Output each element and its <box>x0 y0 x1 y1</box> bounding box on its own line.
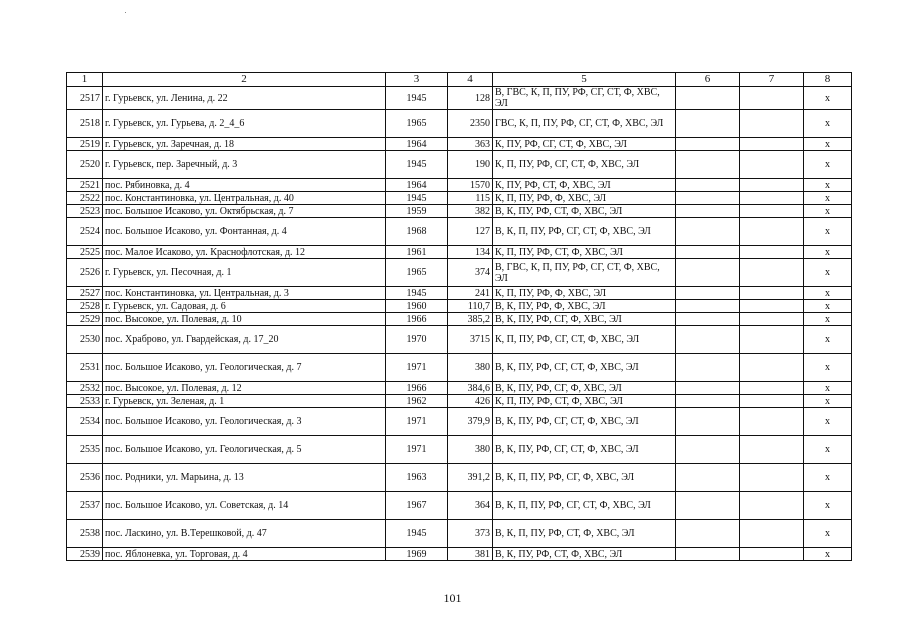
row-number-cell: 2519 <box>67 138 103 151</box>
row-number-cell: 2537 <box>67 492 103 520</box>
systems-cell: В, К, П, ПУ, РФ, СГ, Ф, ХВС, ЭЛ <box>493 464 676 492</box>
systems-cell: К, П, ПУ, РФ, СТ, Ф, ХВС, ЭЛ <box>493 246 676 259</box>
area-cell: 385,2 <box>448 313 493 326</box>
column-7-cell <box>740 492 804 520</box>
year-cell: 1963 <box>386 464 448 492</box>
systems-cell: В, ГВС, К, П, ПУ, РФ, СГ, СТ, Ф, ХВС, ЭЛ <box>493 259 676 287</box>
systems-cell: В, К, ПУ, РФ, СТ, Ф, ХВС, ЭЛ <box>493 205 676 218</box>
column-7-cell <box>740 548 804 561</box>
row-number-cell: 2522 <box>67 192 103 205</box>
table-row <box>67 138 852 151</box>
row-number-cell: 2518 <box>67 110 103 138</box>
area-cell: 391,2 <box>448 464 493 492</box>
systems-cell: В, К, ПУ, РФ, СГ, СТ, Ф, ХВС, ЭЛ <box>493 354 676 382</box>
column-7-cell <box>740 326 804 354</box>
area-cell: 380 <box>448 436 493 464</box>
column-7-cell <box>740 464 804 492</box>
table-row <box>67 192 852 205</box>
year-cell: 1966 <box>386 313 448 326</box>
table-row <box>67 151 852 179</box>
column-7-cell <box>740 300 804 313</box>
address-cell: пос. Большое Исаково, ул. Октябрьская, д. 7 <box>103 205 386 218</box>
row-number-cell: 2528 <box>67 300 103 313</box>
year-cell: 1964 <box>386 138 448 151</box>
column-6-cell <box>676 151 740 179</box>
column-6-cell <box>676 548 740 561</box>
column-header: 4 <box>448 73 493 87</box>
address-cell: пос. Большое Исаково, ул. Геологическая, д. 5 <box>103 436 386 464</box>
systems-cell: В, К, ПУ, РФ, СТ, Ф, ХВС, ЭЛ <box>493 548 676 561</box>
row-number-cell: 2526 <box>67 259 103 287</box>
area-cell: 426 <box>448 395 493 408</box>
column-6-cell <box>676 287 740 300</box>
table-row <box>67 218 852 246</box>
column-6-cell <box>676 492 740 520</box>
table-row <box>67 287 852 300</box>
column-6-cell <box>676 395 740 408</box>
row-number-cell: 2539 <box>67 548 103 561</box>
row-number-cell: 2524 <box>67 218 103 246</box>
column-6-cell <box>676 326 740 354</box>
systems-cell: ГВС, К, П, ПУ, РФ, СГ, СТ, Ф, ХВС, ЭЛ <box>493 110 676 138</box>
year-cell: 1971 <box>386 408 448 436</box>
area-cell: 379,9 <box>448 408 493 436</box>
address-cell: пос. Родники, ул. Марьина, д. 13 <box>103 464 386 492</box>
column-6-cell <box>676 110 740 138</box>
mark-cell: x <box>804 138 852 151</box>
row-number-cell: 2533 <box>67 395 103 408</box>
year-cell: 1968 <box>386 218 448 246</box>
table-row <box>67 205 852 218</box>
area-cell: 110,7 <box>448 300 493 313</box>
year-cell: 1961 <box>386 246 448 259</box>
year-cell: 1945 <box>386 520 448 548</box>
mark-cell: x <box>804 464 852 492</box>
area-cell: 241 <box>448 287 493 300</box>
column-6-cell <box>676 87 740 110</box>
mark-cell: x <box>804 520 852 548</box>
year-cell: 1960 <box>386 300 448 313</box>
year-cell: 1945 <box>386 287 448 300</box>
column-header: 7 <box>740 73 804 87</box>
column-6-cell <box>676 179 740 192</box>
column-6-cell <box>676 246 740 259</box>
table-row <box>67 354 852 382</box>
column-header: 1 <box>67 73 103 87</box>
row-number-cell: 2527 <box>67 287 103 300</box>
mark-cell: x <box>804 354 852 382</box>
column-header: 5 <box>493 73 676 87</box>
address-cell: пос. Храброво, ул. Гвардейская, д. 17_20 <box>103 326 386 354</box>
column-7-cell <box>740 179 804 192</box>
column-6-cell <box>676 464 740 492</box>
systems-cell: В, ГВС, К, П, ПУ, РФ, СГ, СТ, Ф, ХВС, ЭЛ <box>493 87 676 110</box>
mark-cell: x <box>804 110 852 138</box>
column-6-cell <box>676 259 740 287</box>
mark-cell: x <box>804 246 852 259</box>
address-cell: пос. Константиновка, ул. Центральная, д. 3 <box>103 287 386 300</box>
mark-cell: x <box>804 218 852 246</box>
column-6-cell <box>676 436 740 464</box>
systems-cell: К, П, ПУ, РФ, Ф, ХВС, ЭЛ <box>493 192 676 205</box>
table-row <box>67 87 852 110</box>
address-cell: пос. Большое Исаково, ул. Фонтанная, д. 4 <box>103 218 386 246</box>
area-cell: 381 <box>448 548 493 561</box>
column-7-cell <box>740 110 804 138</box>
area-cell: 1570 <box>448 179 493 192</box>
year-cell: 1966 <box>386 382 448 395</box>
mark-cell: x <box>804 179 852 192</box>
table-row <box>67 436 852 464</box>
column-7-cell <box>740 87 804 110</box>
table-row <box>67 395 852 408</box>
column-header: 6 <box>676 73 740 87</box>
table-row <box>67 520 852 548</box>
area-cell: 380 <box>448 354 493 382</box>
year-cell: 1967 <box>386 492 448 520</box>
address-cell: г. Гурьевск, ул. Гурьева, д. 2_4_6 <box>103 110 386 138</box>
column-7-cell <box>740 151 804 179</box>
year-cell: 1970 <box>386 326 448 354</box>
systems-cell: В, К, ПУ, РФ, СГ, СТ, Ф, ХВС, ЭЛ <box>493 408 676 436</box>
area-cell: 382 <box>448 205 493 218</box>
column-7-cell <box>740 395 804 408</box>
column-7-cell <box>740 520 804 548</box>
mark-cell: x <box>804 436 852 464</box>
row-number-cell: 2517 <box>67 87 103 110</box>
row-number-cell: 2520 <box>67 151 103 179</box>
column-7-cell <box>740 354 804 382</box>
area-cell: 127 <box>448 218 493 246</box>
systems-cell: В, К, П, ПУ, РФ, СГ, СТ, Ф, ХВС, ЭЛ <box>493 218 676 246</box>
area-cell: 3715 <box>448 326 493 354</box>
mark-cell: x <box>804 382 852 395</box>
systems-cell: К, П, ПУ, РФ, СГ, СТ, Ф, ХВС, ЭЛ <box>493 151 676 179</box>
column-7-cell <box>740 205 804 218</box>
area-cell: 190 <box>448 151 493 179</box>
table-row <box>67 548 852 561</box>
column-6-cell <box>676 354 740 382</box>
mark-cell: x <box>804 87 852 110</box>
row-number-cell: 2538 <box>67 520 103 548</box>
column-7-cell <box>740 382 804 395</box>
housing-registry-table <box>66 72 852 561</box>
header-row <box>67 73 852 87</box>
mark-cell: x <box>804 395 852 408</box>
year-cell: 1964 <box>386 179 448 192</box>
mark-cell: x <box>804 205 852 218</box>
column-7-cell <box>740 313 804 326</box>
column-7-cell <box>740 218 804 246</box>
address-cell: пос. Рябиновка, д. 4 <box>103 179 386 192</box>
address-cell: пос. Яблоневка, ул. Торговая, д. 4 <box>103 548 386 561</box>
systems-cell: В, К, ПУ, РФ, СГ, Ф, ХВС, ЭЛ <box>493 382 676 395</box>
address-cell: пос. Большое Исаково, ул. Геологическая, д. 7 <box>103 354 386 382</box>
mark-cell: x <box>804 313 852 326</box>
column-7-cell <box>740 138 804 151</box>
mark-cell: x <box>804 300 852 313</box>
address-cell: пос. Константиновка, ул. Центральная, д. 40 <box>103 192 386 205</box>
address-cell: пос. Большое Исаково, ул. Геологическая, д. 3 <box>103 408 386 436</box>
address-cell: г. Гурьевск, ул. Ленина, д. 22 <box>103 87 386 110</box>
column-6-cell <box>676 218 740 246</box>
address-cell: г. Гурьевск, ул. Зеленая, д. 1 <box>103 395 386 408</box>
scan-speck <box>125 12 126 13</box>
mark-cell: x <box>804 259 852 287</box>
column-6-cell <box>676 382 740 395</box>
year-cell: 1959 <box>386 205 448 218</box>
table-row <box>67 179 852 192</box>
area-cell: 363 <box>448 138 493 151</box>
address-cell: пос. Высокое, ул. Полевая, д. 12 <box>103 382 386 395</box>
column-7-cell <box>740 408 804 436</box>
systems-cell: К, ПУ, РФ, СТ, Ф, ХВС, ЭЛ <box>493 179 676 192</box>
column-7-cell <box>740 436 804 464</box>
mark-cell: x <box>804 326 852 354</box>
address-cell: г. Гурьевск, ул. Песочная, д. 1 <box>103 259 386 287</box>
year-cell: 1971 <box>386 436 448 464</box>
table-row <box>67 382 852 395</box>
table-row <box>67 492 852 520</box>
row-number-cell: 2529 <box>67 313 103 326</box>
column-6-cell <box>676 300 740 313</box>
column-6-cell <box>676 205 740 218</box>
row-number-cell: 2534 <box>67 408 103 436</box>
table-row <box>67 464 852 492</box>
row-number-cell: 2521 <box>67 179 103 192</box>
mark-cell: x <box>804 287 852 300</box>
column-6-cell <box>676 192 740 205</box>
table-row <box>67 246 852 259</box>
systems-cell: К, П, ПУ, РФ, Ф, ХВС, ЭЛ <box>493 287 676 300</box>
address-cell: пос. Ласкино, ул. В.Терешковой, д. 47 <box>103 520 386 548</box>
table-row <box>67 408 852 436</box>
row-number-cell: 2532 <box>67 382 103 395</box>
table-body <box>67 87 852 561</box>
year-cell: 1945 <box>386 87 448 110</box>
area-cell: 134 <box>448 246 493 259</box>
area-cell: 374 <box>448 259 493 287</box>
address-cell: г. Гурьевск, пер. Заречный, д. 3 <box>103 151 386 179</box>
column-7-cell <box>740 287 804 300</box>
area-cell: 384,6 <box>448 382 493 395</box>
table-row <box>67 313 852 326</box>
row-number-cell: 2530 <box>67 326 103 354</box>
year-cell: 1945 <box>386 192 448 205</box>
column-header: 2 <box>103 73 386 87</box>
column-7-cell <box>740 259 804 287</box>
systems-cell: К, П, ПУ, РФ, СТ, Ф, ХВС, ЭЛ <box>493 395 676 408</box>
systems-cell: К, ПУ, РФ, СГ, СТ, Ф, ХВС, ЭЛ <box>493 138 676 151</box>
systems-cell: В, К, ПУ, РФ, Ф, ХВС, ЭЛ <box>493 300 676 313</box>
year-cell: 1965 <box>386 110 448 138</box>
systems-cell: К, П, ПУ, РФ, СГ, СТ, Ф, ХВС, ЭЛ <box>493 326 676 354</box>
year-cell: 1971 <box>386 354 448 382</box>
systems-cell: В, К, П, ПУ, РФ, СГ, СТ, Ф, ХВС, ЭЛ <box>493 492 676 520</box>
table-row <box>67 110 852 138</box>
mark-cell: x <box>804 408 852 436</box>
year-cell: 1969 <box>386 548 448 561</box>
year-cell: 1945 <box>386 151 448 179</box>
row-number-cell: 2536 <box>67 464 103 492</box>
column-6-cell <box>676 520 740 548</box>
mark-cell: x <box>804 548 852 561</box>
area-cell: 128 <box>448 87 493 110</box>
address-cell: г. Гурьевск, ул. Садовая, д. 6 <box>103 300 386 313</box>
column-6-cell <box>676 313 740 326</box>
area-cell: 364 <box>448 492 493 520</box>
mark-cell: x <box>804 492 852 520</box>
row-number-cell: 2535 <box>67 436 103 464</box>
column-6-cell <box>676 408 740 436</box>
row-number-cell: 2531 <box>67 354 103 382</box>
table-row <box>67 259 852 287</box>
mark-cell: x <box>804 151 852 179</box>
systems-cell: В, К, ПУ, РФ, СГ, Ф, ХВС, ЭЛ <box>493 313 676 326</box>
address-cell: пос. Большое Исаково, ул. Советская, д. 14 <box>103 492 386 520</box>
table-row <box>67 300 852 313</box>
column-header: 3 <box>386 73 448 87</box>
column-7-cell <box>740 246 804 259</box>
year-cell: 1962 <box>386 395 448 408</box>
column-6-cell <box>676 138 740 151</box>
row-number-cell: 2525 <box>67 246 103 259</box>
address-cell: пос. Высокое, ул. Полевая, д. 10 <box>103 313 386 326</box>
row-number-cell: 2523 <box>67 205 103 218</box>
column-header: 8 <box>804 73 852 87</box>
year-cell: 1965 <box>386 259 448 287</box>
column-7-cell <box>740 192 804 205</box>
systems-cell: В, К, П, ПУ, РФ, СТ, Ф, ХВС, ЭЛ <box>493 520 676 548</box>
area-cell: 373 <box>448 520 493 548</box>
systems-cell: В, К, ПУ, РФ, СГ, СТ, Ф, ХВС, ЭЛ <box>493 436 676 464</box>
address-cell: г. Гурьевск, ул. Заречная, д. 18 <box>103 138 386 151</box>
page-number: 101 <box>443 591 462 605</box>
address-cell: пос. Малое Исаково, ул. Краснофлотская, д. 12 <box>103 246 386 259</box>
table-row <box>67 326 852 354</box>
area-cell: 2350 <box>448 110 493 138</box>
area-cell: 115 <box>448 192 493 205</box>
mark-cell: x <box>804 192 852 205</box>
